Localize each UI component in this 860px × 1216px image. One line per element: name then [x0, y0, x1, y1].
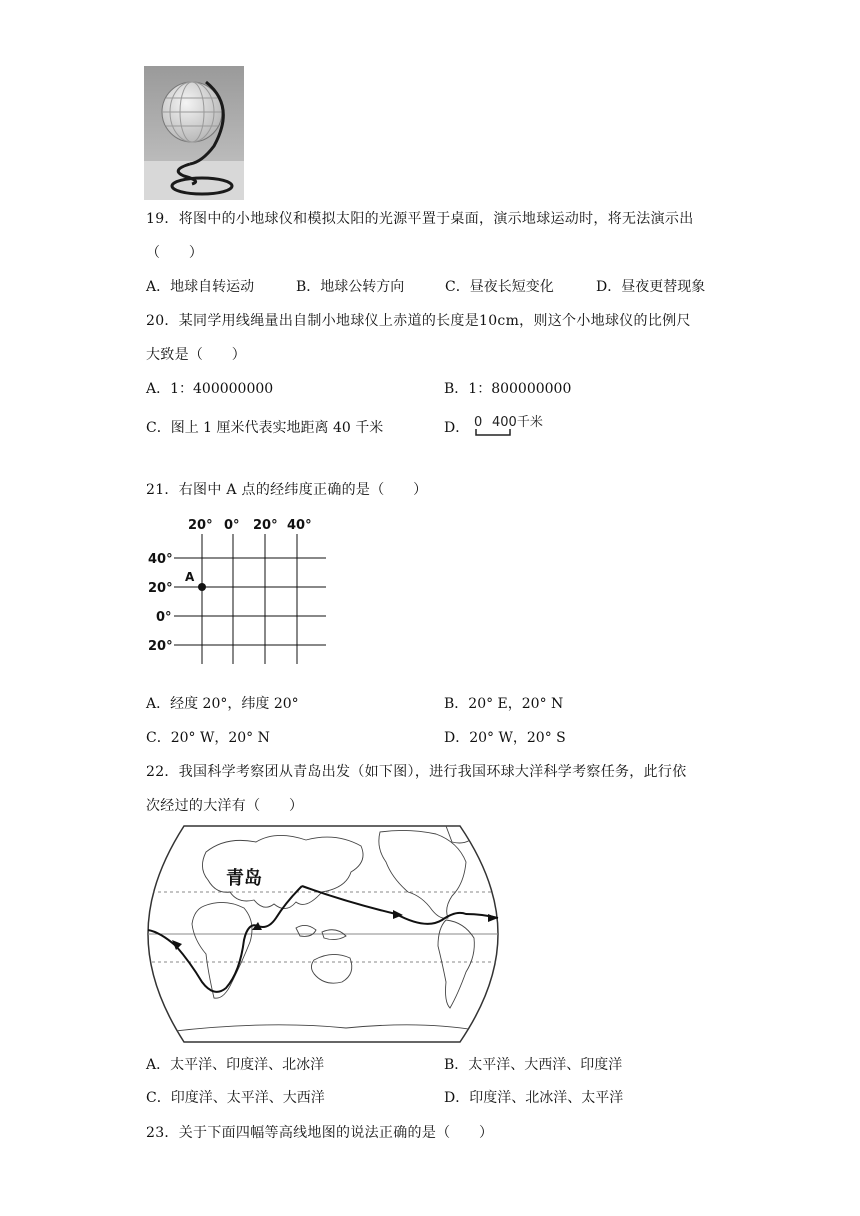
q21-option-a[interactable]: A．经度 20°，纬度 20° — [146, 696, 299, 712]
q20-option-c[interactable]: C．图上 1 厘米代表实地距离 40 千米 — [146, 420, 384, 436]
q19-option-b[interactable]: B．地球公转方向 — [296, 279, 405, 295]
point-a-label: A — [185, 570, 195, 584]
scale-bar — [470, 412, 554, 440]
scale-bar-zero: 0 — [474, 415, 483, 430]
q22-stem-line2: 次经过的大洋有（ ） — [146, 798, 304, 814]
lat-lon-grid — [144, 514, 334, 664]
q20-stem-line1: 20．某同学用线绳量出自制小地球仪上赤道的长度是10cm，则这个小地球仪的比例尺 — [146, 313, 691, 329]
q22-option-b[interactable]: B．太平洋、大西洋、印度洋 — [444, 1057, 623, 1073]
grid-left-label: 40° — [148, 552, 173, 567]
q22-stem-line1: 22．我国科学考察团从青岛出发（如下图），进行我国环球大洋科学考察任务，此行依 — [146, 764, 687, 780]
scale-bar-value: 400千米 — [492, 415, 543, 430]
grid-top-label: 20° — [253, 518, 278, 533]
q23-stem: 23．关于下面四幅等高线地图的说法正确的是（ ） — [146, 1125, 494, 1141]
q20-option-a[interactable]: A．1：400000000 — [146, 381, 274, 397]
q21-option-c[interactable]: C．20° W，20° N — [146, 730, 270, 746]
grid-top-label: 40° — [287, 518, 312, 533]
grid-top-label: 0° — [224, 518, 240, 533]
q19-option-d[interactable]: D．昼夜更替现象 — [596, 279, 706, 295]
q22-option-d[interactable]: D．印度洋、北冰洋、太平洋 — [444, 1090, 624, 1106]
qingdao-label: 青岛 — [226, 868, 262, 889]
grid-left-label: 0° — [156, 610, 172, 625]
grid-left-label: 20° — [148, 639, 173, 654]
q20-stem-line2: 大致是（ ） — [146, 347, 247, 363]
q21-option-b[interactable]: B．20° E，20° N — [444, 696, 564, 712]
point-a-marker — [198, 583, 206, 591]
q20-option-d-letter: D． — [444, 420, 470, 436]
q19-option-a[interactable]: A．地球自转运动 — [146, 279, 255, 295]
q21-stem: 21．右图中 A 点的经纬度正确的是（ ） — [146, 482, 428, 498]
grid-top-label: 20° — [188, 518, 213, 533]
q19-option-c[interactable]: C．昼夜长短变化 — [445, 279, 554, 295]
q20-option-d[interactable] — [444, 417, 469, 437]
q22-option-a[interactable]: A．太平洋、印度洋、北冰洋 — [146, 1057, 325, 1073]
world-route-map — [146, 822, 500, 1046]
q19-stem-line1: 19．将图中的小地球仪和模拟太阳的光源平置于桌面，演示地球运动时，将无法演示出 — [146, 211, 694, 227]
q22-option-c[interactable]: C．印度洋、太平洋、大西洋 — [146, 1090, 325, 1106]
globe-photo — [144, 66, 244, 200]
q20-option-b[interactable]: B．1：800000000 — [444, 381, 572, 397]
grid-left-label: 20° — [148, 581, 173, 596]
q19-stem-line2: （ ） — [146, 245, 204, 261]
q21-option-d[interactable]: D．20° W，20° S — [444, 730, 566, 746]
